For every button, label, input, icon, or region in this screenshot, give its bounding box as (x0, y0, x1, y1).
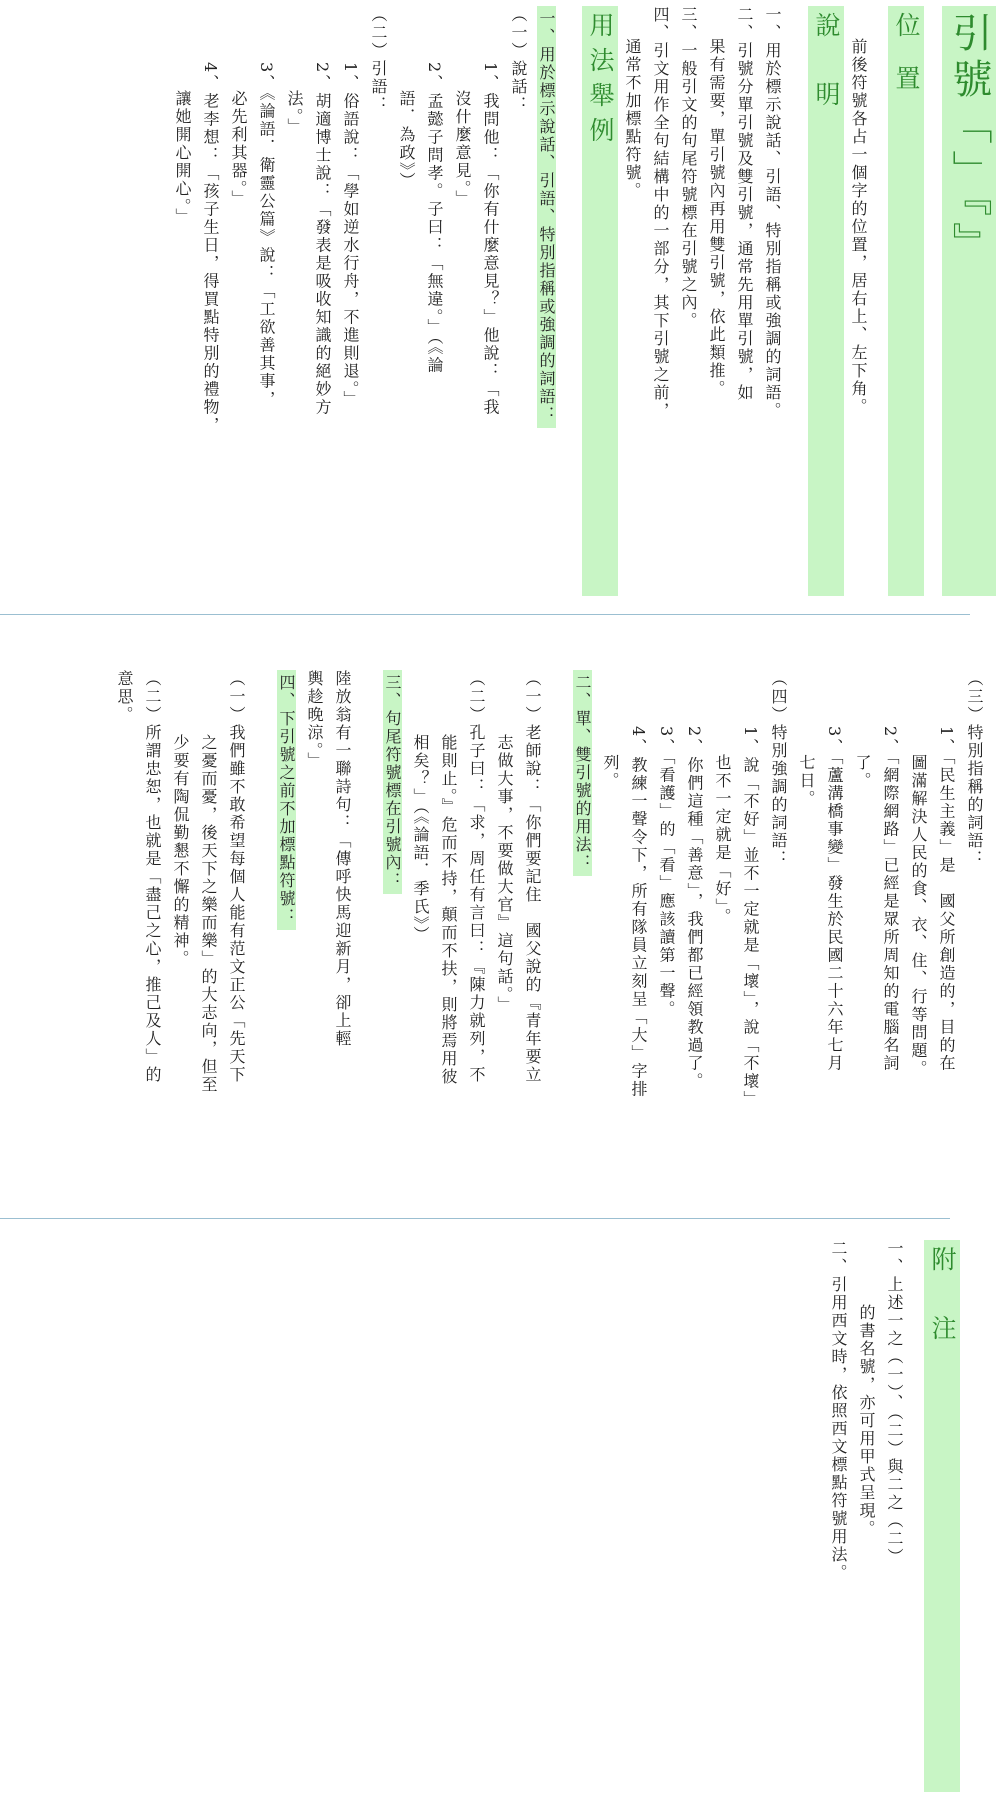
usage-heading-4-text: 四、下引號之前不加標點符號： (277, 670, 296, 930)
emphasis-line: 列。 (601, 754, 620, 790)
speech-line: 語．為政》） (397, 90, 416, 190)
quote-line: 讓她開心開心。」 (173, 90, 192, 226)
quote-line: 法。」 (285, 90, 304, 136)
usage-heading-2-text: 二、單、雙引號的用法： (573, 670, 592, 876)
in-quote-line: 陸放翁有一聯詩句：「傳呼快馬迎新月，卻上輕 (333, 670, 352, 1048)
emphasis-line: 4、教練一聲令下，所有隊員立刻呈「大」字排 (629, 726, 648, 1099)
divider (0, 1218, 950, 1219)
no-punct-line: 之憂而憂，後天下之樂而樂」的大志向，但至 (199, 734, 218, 1094)
explanation-item: 二、引號分單引號及雙引號，通常先用單引號，如 (735, 6, 754, 402)
no-punct-line: 少要有陶侃勤懇不懈的精神。 (171, 734, 190, 968)
emphasis-line: 也不一定就是「好」。 (713, 754, 732, 926)
explanation-label: 說 明 (808, 6, 844, 596)
explanation-item: 一、用於標示說話、引語、特別指稱或強調的詞語。 (763, 6, 782, 420)
usage-heading-3-text: 三、句尾符號標在引號內： (383, 670, 402, 894)
single-double-line: 能則止。』危而不持，顛而不扶，則將焉用彼 (439, 734, 458, 1086)
speech-line: 沒什麼意見。」 (453, 90, 472, 208)
position-text: 前後符號各占一個字的位置，居右上、左下角。 (849, 38, 868, 416)
special-line: 了。 (853, 754, 872, 790)
usage-heading-1 (532, 6, 560, 596)
single-double-line: 相矣？」（《論語．季氏》） (411, 734, 430, 944)
quote-heading: （二）引語： (369, 6, 388, 114)
quote-line: 必先利其器。」 (229, 90, 248, 208)
emphasis-line: 2、你們這種「善意」，我們都已經領教過了。 (685, 726, 704, 1091)
special-line: 3、「蘆溝橋事變」發生於民國二十六年七月 (825, 726, 844, 1073)
special-heading: （三）特別指稱的詞語： (965, 670, 984, 868)
section-middle (110, 670, 988, 1215)
emphasis-line: 3、「看護」的「看」應該讀第一聲。 (657, 726, 676, 1019)
quote-line: 2、胡適博士說：「發表是吸收知識的絕妙方 (313, 62, 332, 417)
speech-line: 2、孟懿子問孝。子曰：「無違。」（《論 (425, 62, 444, 375)
notes-item: 的書名號，亦可用甲式呈現。 (857, 1304, 876, 1538)
no-punct-line: （二）所謂忠恕，也就是「盡己之心，推己及人」的 (143, 670, 162, 1084)
explanation-item: 四、引文用作全句結構中的一部分，其下引號之前， (651, 6, 670, 420)
section-notes (802, 1240, 960, 1792)
special-line: 1、「民生主義」是 國父所創造的，目的在 (937, 726, 956, 1073)
quote-line: 3、《論語．衛靈公篇》說：「工欲善其事， (257, 62, 276, 409)
no-punct-line: 意思。 (115, 670, 134, 724)
explanation-item: 果有需要，單引號內再用雙引號，依此類推。 (707, 38, 726, 398)
page-title: 引號「」『』 (942, 6, 996, 596)
usage-heading-4 (272, 670, 300, 1215)
position-label: 位 置 (888, 6, 924, 596)
single-double-line: 志做大事，不要做大官』這句話。」 (495, 734, 514, 1014)
explanation-item: 通常不加標點符號。 (623, 38, 642, 200)
emphasis-heading: （四）特別強調的詞語： (769, 670, 788, 868)
special-line: 圖滿解決人民的食、衣、住、行等問題。 (909, 754, 928, 1078)
in-quote-line: 輿趁晚涼。」 (305, 670, 324, 770)
usage-label: 用法舉例 (582, 6, 618, 596)
divider (0, 614, 970, 615)
explanation-item: 三、一般引文的句尾符號標在引號之內。 (679, 6, 698, 330)
usage-heading-2 (568, 670, 596, 1215)
section-top (168, 6, 996, 596)
usage-heading-1-text: 一、用於標示說話、引語、特別指稱或強調的詞語： (537, 6, 556, 428)
usage-heading-3 (378, 670, 406, 1215)
no-punct-line: （一）我們雖不敢希望每個人能有范文正公「先天下 (227, 670, 246, 1084)
notes-item: 一、上述一之（一）、（二）與二之（二） (885, 1240, 904, 1566)
speech-heading: （一）說話： (509, 6, 528, 114)
notes-label: 附 注 (924, 1240, 960, 1792)
emphasis-line: 1、說「不好」並不一定就是「壞」，說「不壞」 (741, 726, 760, 1109)
special-line: 七日。 (797, 754, 816, 808)
special-line: 2、「網際網路」已經是眾所周知的電腦名詞 (881, 726, 900, 1073)
single-double-line: （二）孔子曰：「求，周任有言曰：『陳力就列，不 (467, 670, 486, 1084)
single-double-line: （一）老師說：「你們要記住 國父說的『青年要立 (523, 670, 542, 1084)
quote-line: 4、老李想：「孩子生日，得買點特別的禮物， (201, 62, 220, 435)
speech-line: 1、我問他：「你有什麼意見？」他說：「我 (481, 62, 500, 417)
notes-item: 二、引用西文時，依照西文標點符號用法。 (829, 1240, 848, 1582)
quote-line: 1、俗語說：「學如逆水行舟，不進則退。」 (341, 62, 360, 409)
